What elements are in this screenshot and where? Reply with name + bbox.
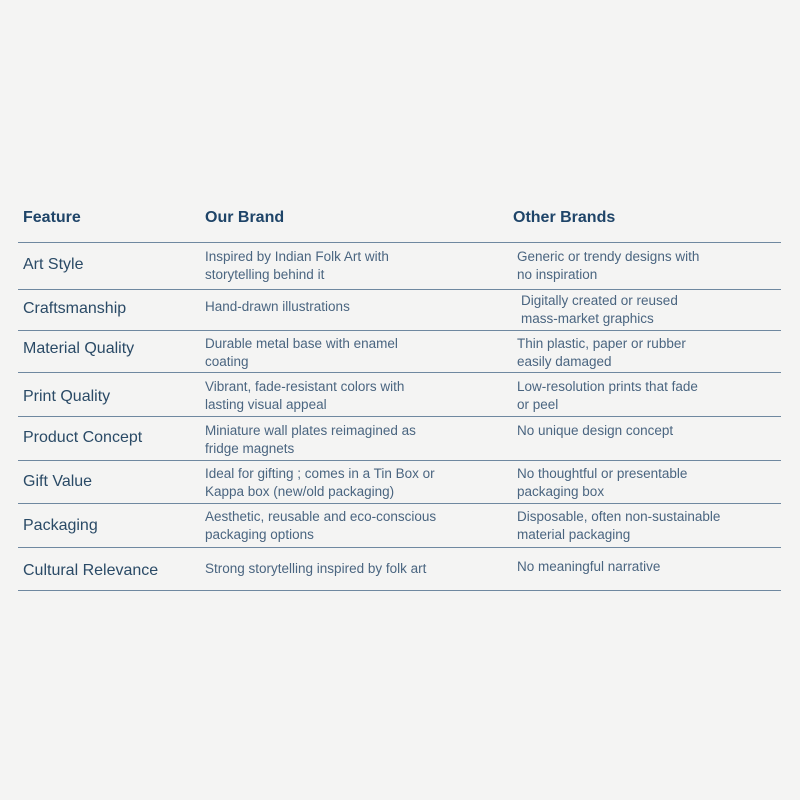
feature-label: Print Quality (23, 388, 111, 405)
table-row (18, 243, 781, 290)
feature-label: Cultural Relevance (23, 562, 159, 579)
table-row (18, 504, 781, 548)
feature-label: Art Style (23, 256, 84, 273)
feature-label: Craftsmanship (23, 300, 127, 317)
other-brands-cell: Disposable, often non-sustainable material packaging (517, 509, 721, 542)
other-brands-cell: No thoughtful or presentable packaging box (517, 466, 688, 499)
feature-label: Product Concept (23, 429, 143, 446)
other-brands-cell: Generic or trendy designs with no inspiration (517, 249, 700, 282)
our-brand-cell: Miniature wall plates reimagined as fridge magnets (205, 423, 416, 456)
table-row (18, 548, 781, 591)
our-brand-cell: Inspired by Indian Folk Art with storytelling behind it (205, 249, 389, 282)
table-row (18, 461, 781, 504)
other-brands-cell: Thin plastic, paper or rubber easily damaged (517, 336, 686, 369)
table-row (18, 373, 781, 417)
comparison-table (18, 200, 781, 591)
feature-label: Packaging (23, 517, 98, 534)
our-brand-cell: Durable metal base with enamel coating (205, 336, 398, 369)
our-brand-cell: Ideal for gifting ; comes in a Tin Box or Kappa box (new/old packaging) (205, 466, 435, 499)
table-header (18, 200, 781, 243)
our-brand-cell: Aesthetic, reusable and eco-conscious packaging options (205, 509, 437, 542)
other-brands-cell: No unique design concept (517, 423, 674, 438)
our-brand-cell: Strong storytelling inspired by folk art (205, 561, 427, 576)
table-row (18, 290, 781, 331)
our-brand-cell: Hand-drawn illustrations (205, 299, 350, 314)
feature-label: Material Quality (23, 340, 135, 357)
our-brand-cell: Vibrant, fade-resistant colors with lasting visual appeal (205, 379, 405, 412)
header-our-brand: Our Brand (205, 209, 285, 226)
table-row (18, 331, 781, 373)
other-brands-cell: No meaningful narrative (517, 559, 661, 574)
header-feature: Feature (23, 209, 81, 226)
table-row (18, 417, 781, 461)
feature-label: Gift Value (23, 473, 93, 490)
other-brands-cell: Digitally created or reused mass-market graphics (521, 293, 678, 326)
header-other-brands: Other Brands (513, 209, 616, 226)
other-brands-cell: Low-resolution prints that fade or peel (517, 379, 698, 412)
